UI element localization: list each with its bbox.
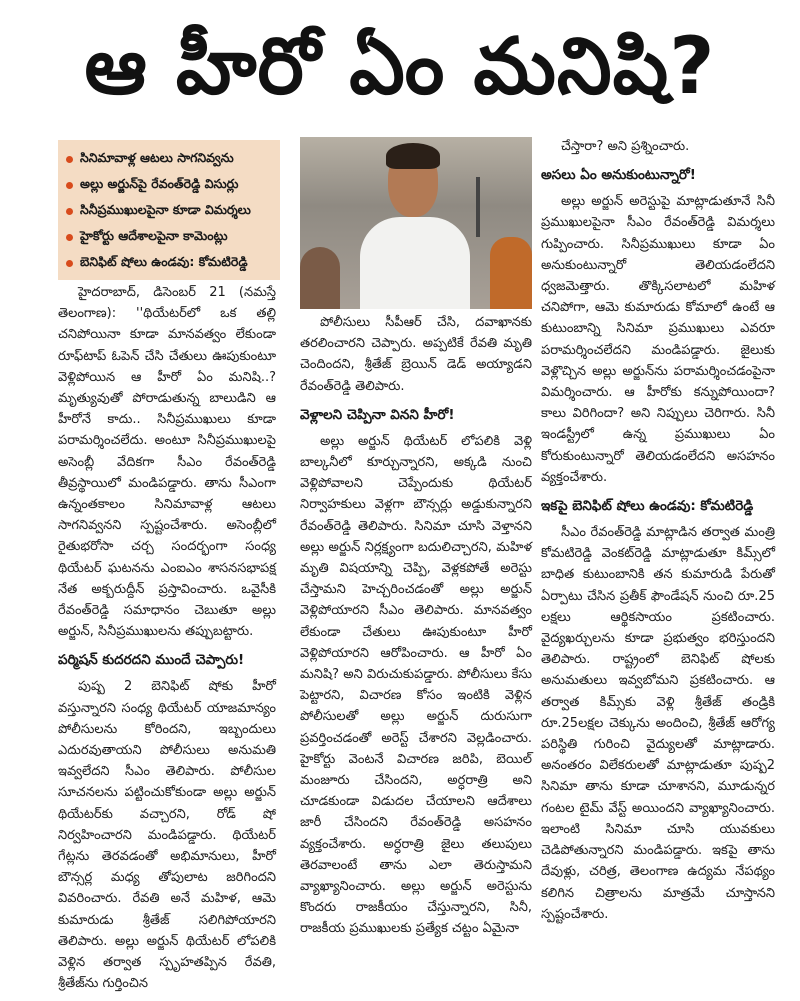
subheading: అసలు ఏం అనుకుంటున్నారో! (541, 167, 696, 184)
paragraph: చేస్తారా? అని ప్రశ్నించారు. (561, 139, 690, 154)
paragraph: అల్లు అర్జున్ అరెస్టుపై మాట్లాడుతూనే సినీ ప్రముఖులపైనా సీఎం రేవంత్‌రెడ్డి విమర్శలు గుప్పించారు. సినీప్రముఖులు కూడా ఏం అనుకుంటున్నారో తెలియడంలేదని ధ్వజమెత్తారు. తొక్కిసలాటలో మహిళ చనిపోగా, ఆమె కుమారుడు కోమాలో ఉంటే ఆ కుటుంబాన్ని సినిమా ప్రముఖులు ఎవరూ పరామర్శించలేదని మండిపడ్డారు. జైలుకు వెళ్లొచ్చిన అల్లు అర్జున్‌ను పరామర్శించడంపైనా విమర్శించారు. ఆ హీరోకు కన్నుపోయిందా? కాలు విరిగిందా? అని నిప్పులు చెరిగారు. సినీ ఇండస్ట్రీలో ఉన్న ప్రముఖులు ఏం కోరుకుంటున్నారో తెలియడంలేదని అసహనం వ్యక్తంచేశారు. (541, 194, 775, 485)
paragraph: హైదరాబాద్, డిసెంబర్ 21 (నమస్తే తెలంగాణ): ''థియేటర్‌లో ఒక తల్లి చనిపోయినా కూడా మానవత్వం లేకుండా రూఫ్‌టాప్ ఓపెన్ చేసి చేతులు ఊపుకుంటూ వెళ్లిపోయిన ఆ హీరో ఏం మనిషి..? మృత్యువుతో పోరాడుతున్న బాలుడిని ఆ హీరోనే కాదు.. సినీప్రముఖులు కూడా పరామర్శించలేదు. అంటూ సినీప్రముఖులపై అసెంబ్లీ వేదికగా సీఎం రేవంత్‌రెడ్డి తీవ్రస్థాయిలో మండిపడ్డారు. తాను సీఎంగా ఉన్నంతకాలం సినిమావాళ్ల ఆటలు సాగనివ్వనని స్పష్టంచేశారు. అసెంబ్లీలో రైతుభరోసా చర్చ సందర్భంగా సంధ్య థియేటర్ ఘటనను ఎంఐఎం శాసనసభాపక్ష నేత అక్బరుద్దీన్ ప్రస్తావించారు. ఒవైసీకి రేవంత్‌రెడ్డి సమాధానం చెబుతూ అల్లు అర్జున్, సినీప్రముఖులను తప్పుబట్టారు. (58, 285, 276, 640)
bullet-icon (66, 234, 73, 241)
highlights-box (58, 140, 280, 280)
highlight-item: అల్లు అర్జున్‌పై రేవంత్‌రెడ్డి విసుర్లు (58, 172, 280, 198)
news-photo (300, 137, 532, 309)
subheading: ఇకపై బెనిఫిట్ షోలు ఉండవు: కోమటిరెడ్డి (541, 498, 754, 515)
bullet-icon (66, 260, 73, 267)
highlight-item: సినీప్రముఖులపైనా కూడా విమర్శలు (58, 198, 280, 224)
highlight-item: హైకోర్టు ఆదేశాలపైనా కామెంట్లు (58, 224, 280, 250)
highlight-item: సినిమావాళ్ల ఆటలు సాగనివ్వను (58, 146, 280, 172)
bullet-icon (66, 208, 73, 215)
headline: ఆ హీరో ఏం మనిషి? (84, 22, 716, 112)
article-column-2 (300, 312, 532, 946)
article-column-3 (541, 136, 775, 931)
paragraph: సీఎం రేవంత్‌రెడ్డి మాట్లాడిన తర్వాత మంత్రి కోమటిరెడ్డి వెంకట్‌రెడ్డి మాట్లాడుతూ కిమ్స్‌లో బాధిత కుటుంబానికి తన కుమారుడి పేరుతో ఏర్పాటు చేసిన ప్రతీక్ ఫౌండేషన్ నుంచి రూ.25 లక్షలు ఆర్థికసాయం ప్రకటించారు. వైద్యఖర్చులను కూడా ప్రభుత్వం భరిస్తుందని తెలిపారు. రాష్ట్రంలో బెనిఫిట్ షోలకు అనుమతులు ఇవ్వబోమని ప్రకటించారు. ఆ తర్వాత కిమ్స్‌కు వెళ్లి శ్రీతేజ్ తండ్రికి రూ.25లక్షల చెక్కును అందించి, శ్రీతేజ్ ఆరోగ్య పరిస్థితి గురించి వైద్యులతో మాట్లాడారు. అనంతరం విలేకరులతో మాట్లాడుతూ పుష్ప2 సినిమా తాను కూడా చూశానని, మూడున్నర గంటల టైమ్ వేస్ట్ అయిందని వ్యాఖ్యానించారు. ఇలాంటి సినిమా చూసి యువకులు చెడిపోతున్నారని మండిపడ్డారు. ఇకపై తాను దేవుళ్లు, చరిత్ర, తెలంగాణ ఉద్యమ నేపథ్యం కలిగిన చిత్రాలను మాత్రమే చూస్తానని స్పష్టంచేశారు. (541, 525, 775, 922)
bullet-icon (66, 156, 73, 163)
article-column-1 (58, 282, 276, 1001)
paragraph: పోలీసులు సీపీఆర్ చేసి, దవాఖానకు తరలించారని చెప్పారు. అప్పటికే రేవతి మృతి చెందిందని, శ్రీతేజ్ బ్రెయిన్ డెడ్ అయ్యాడని రేవంత్‌రెడ్డి తెలిపారు. (300, 315, 532, 394)
bullet-icon (66, 182, 73, 189)
microphone-icon (476, 177, 480, 237)
paragraph: పుష్ప 2 బెనిఫిట్ షోకు హీరో వస్తున్నారని సంధ్య థియేటర్ యాజమాన్యం పోలీసులను కోరిందని, ఇబ్బందులు ఎదురవుతాయని పోలీసులు అనుమతి ఇవ్వలేదని సీఎం తెలిపారు. పోలీసుల సూచనలను పట్టించుకోకుండా అల్లు అర్జున్ థియేటర్‌కు వచ్చారని, రోడ్ షో నిర్వహించారని మండిపడ్డారు. థియేటర్ గేట్లను తెరవడంతో అభిమానులు, హీరో బౌన్సర్ల మధ్య తోపులాట జరిగిందని వివరించారు. రేవతి అనే మహిళ, ఆమె కుమారుడు శ్రీతేజ్ సలిగిపోయారని తెలిపారు. అల్లు అర్జున్ థియేటర్ లోపలికి వెళ్లిన తర్వాత స్పృహతప్పిన రేవతి, శ్రీతేజ్‌ను గుర్తించిన (58, 679, 276, 992)
subheading: పర్మిషన్ కుదరదని ముందే చెప్పారు! (58, 652, 245, 669)
paragraph: అల్లు అర్జున్ థియేటర్ లోపలికి వెళ్లి బాల్కనీలో కూర్చున్నారని, అక్కడి నుంచి వెళ్లిపోవాలని చెప్పేందుకు థియేటర్ నిర్వాహకులు వెళ్లగా బౌన్సర్లు అడ్డుకున్నారని రేవంత్‌రెడ్డి తెలిపారు. సినిమా చూసి వెళ్తానని అల్లు అర్జున్ నిర్లక్ష్యంగా బదులిచ్చారని, మహిళ మృతి విషయాన్ని చెప్పి, వెళ్లకపోతే అరెస్టు చేస్తామని హెచ్చరించడంతో అల్లు అర్జున్ వెళ్లిపోయారని సీఎం తెలిపారు. మానవత్వం లేకుండా చేతులు ఊపుకుంటూ హీరో వెళ్లిపోయారని ఆరోపించారు. ఆ హీరో ఏం మనిషి? అని విరుచుకుపడ్డారు. పోలీసులు కేసు పెట్టారని, విచారణ కోసం ఇంటికి వెళ్లిన పోలీసులతో అల్లు అర్జున్ దురుసుగా ప్రవర్తించడంతో అరెస్ట్ చేశారని వెల్లడించారు. హైకోర్టు వెంటనే విచారణ జరిపి, బెయిల్ మంజూరు చేసిందని, అర్ధరాత్రి అని చూడకుండా విడుదల చేయాలని ఆదేశాలు జారీ చేసిందని రేవంత్‌రెడ్డి అసహనం వ్యక్తంచేశారు. అర్ధరాత్రి జైలు తలుపులు తెరవాలంటే తాను ఎలా తెరుస్తామని వ్యాఖ్యానించారు. అల్లు అర్జున్ అరెస్టును కొందరు రాజకీయం చేస్తున్నారని, సినీ, రాజకీయ ప్రముఖులకు ప్రత్యేక చట్టం ఏమైనా (300, 433, 532, 937)
subheading: వెళ్లాలని చెప్పినా వినని హీరో! (300, 406, 455, 423)
highlight-item: బెనిఫిట్ షోలు ఉండవు: కోమటిరెడ్డి (58, 250, 280, 276)
